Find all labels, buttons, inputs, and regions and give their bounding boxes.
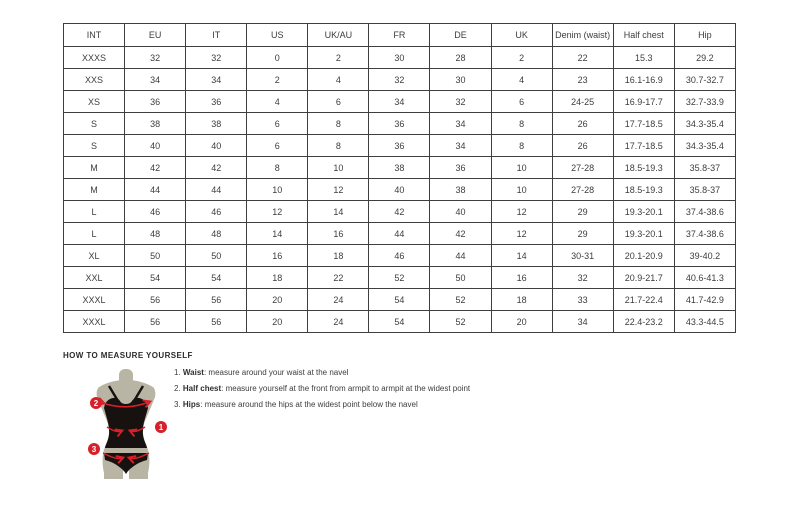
size-cell: 20 <box>247 289 308 311</box>
size-cell: 20.1-20.9 <box>613 245 674 267</box>
size-cell: XXXS <box>64 47 125 69</box>
size-cell: 20 <box>491 311 552 333</box>
size-cell: 35.8-37 <box>674 179 735 201</box>
size-cell: 52 <box>430 289 491 311</box>
size-cell: 35.8-37 <box>674 157 735 179</box>
size-row <box>64 311 736 333</box>
size-cell: XXXL <box>64 311 125 333</box>
size-cell: 19.3-20.1 <box>613 201 674 223</box>
size-cell: 39-40.2 <box>674 245 735 267</box>
size-cell: 44 <box>430 245 491 267</box>
size-cell: 17.7-18.5 <box>613 135 674 157</box>
size-cell: 50 <box>186 245 247 267</box>
column-header: FR <box>369 24 430 47</box>
size-cell: 56 <box>125 311 186 333</box>
size-cell: 32 <box>369 69 430 91</box>
size-cell: 18 <box>491 289 552 311</box>
column-header: EU <box>125 24 186 47</box>
size-cell: 52 <box>430 311 491 333</box>
size-cell: 10 <box>308 157 369 179</box>
size-cell: 54 <box>186 267 247 289</box>
column-header: DE <box>430 24 491 47</box>
badge-number: 3 <box>91 445 97 454</box>
measure-section-title: HOW TO MEASURE YOURSELF <box>63 351 193 360</box>
column-header: INT <box>64 24 125 47</box>
size-cell: 18 <box>308 245 369 267</box>
size-cell: 28 <box>430 47 491 69</box>
size-cell: 6 <box>308 91 369 113</box>
size-table-body <box>64 47 736 333</box>
size-row <box>64 157 736 179</box>
measure-step: 3. Hips: measure around the hips at the widest point below the navel <box>174 400 418 409</box>
badge-half-chest <box>90 397 102 409</box>
size-row <box>64 245 736 267</box>
size-cell: 22.4-23.2 <box>613 311 674 333</box>
size-cell: 6 <box>247 113 308 135</box>
size-cell: 18 <box>247 267 308 289</box>
size-cell: S <box>64 135 125 157</box>
size-cell: 26 <box>552 135 613 157</box>
size-cell: 12 <box>491 223 552 245</box>
size-cell: M <box>64 157 125 179</box>
size-cell: 16.1-16.9 <box>613 69 674 91</box>
size-cell: 34 <box>552 311 613 333</box>
badge-waist <box>155 421 167 433</box>
size-cell: XXXL <box>64 289 125 311</box>
size-row <box>64 135 736 157</box>
size-cell: 30-31 <box>552 245 613 267</box>
size-cell: 18.5-19.3 <box>613 157 674 179</box>
size-cell: 38 <box>125 113 186 135</box>
size-row <box>64 113 736 135</box>
size-cell: 12 <box>247 201 308 223</box>
size-cell: 40 <box>186 135 247 157</box>
size-cell: 10 <box>491 157 552 179</box>
size-cell: 34 <box>369 91 430 113</box>
size-cell: 40 <box>125 135 186 157</box>
size-table-header-row <box>64 24 736 47</box>
column-header: Denim (waist) <box>552 24 613 47</box>
size-cell: 17.7-18.5 <box>613 113 674 135</box>
size-cell: 10 <box>247 179 308 201</box>
size-cell: 34.3-35.4 <box>674 135 735 157</box>
size-cell: 42 <box>430 223 491 245</box>
size-row <box>64 69 736 91</box>
size-cell: 44 <box>369 223 430 245</box>
size-cell: 50 <box>430 267 491 289</box>
size-row <box>64 289 736 311</box>
size-cell: 14 <box>308 201 369 223</box>
column-header: Hip <box>674 24 735 47</box>
size-cell: 33 <box>552 289 613 311</box>
size-cell: 14 <box>491 245 552 267</box>
size-cell: 52 <box>369 267 430 289</box>
column-header: Half chest <box>613 24 674 47</box>
size-cell: S <box>64 113 125 135</box>
size-cell: 54 <box>369 311 430 333</box>
size-cell: 24 <box>308 289 369 311</box>
measure-step: 2. Half chest: measure yourself at the front from armpit to armpit at the widest point <box>174 384 471 393</box>
size-cell: 56 <box>186 289 247 311</box>
size-row <box>64 91 736 113</box>
size-cell: 18.5-19.3 <box>613 179 674 201</box>
size-row <box>64 201 736 223</box>
column-header: US <box>247 24 308 47</box>
size-cell: M <box>64 179 125 201</box>
size-cell: 32 <box>430 91 491 113</box>
size-cell: 41.7-42.9 <box>674 289 735 311</box>
size-cell: XXL <box>64 267 125 289</box>
size-cell: 8 <box>308 113 369 135</box>
size-cell: 56 <box>125 289 186 311</box>
size-cell: 34 <box>430 113 491 135</box>
size-cell: 19.3-20.1 <box>613 223 674 245</box>
column-header: UK/AU <box>308 24 369 47</box>
size-cell: 8 <box>247 157 308 179</box>
size-cell: 44 <box>125 179 186 201</box>
size-cell: 0 <box>247 47 308 69</box>
size-cell: 54 <box>369 289 430 311</box>
size-cell: 21.7-22.4 <box>613 289 674 311</box>
size-cell: 29 <box>552 201 613 223</box>
size-cell: 22 <box>552 47 613 69</box>
size-table <box>63 23 736 333</box>
size-cell: 20.9-21.7 <box>613 267 674 289</box>
measure-step: 1. Waist: measure around your waist at the navel <box>174 368 349 377</box>
size-row <box>64 47 736 69</box>
size-cell: 42 <box>125 157 186 179</box>
size-cell: 6 <box>491 91 552 113</box>
size-cell: 46 <box>125 201 186 223</box>
column-header: IT <box>186 24 247 47</box>
size-cell: XXS <box>64 69 125 91</box>
badge-hips <box>88 443 100 455</box>
size-cell: 40 <box>369 179 430 201</box>
size-cell: 37.4-38.6 <box>674 223 735 245</box>
size-cell: 16 <box>247 245 308 267</box>
size-cell: 23 <box>552 69 613 91</box>
size-cell: 36 <box>186 91 247 113</box>
size-cell: 26 <box>552 113 613 135</box>
size-cell: 36 <box>369 113 430 135</box>
size-cell: 30 <box>369 47 430 69</box>
size-cell: 16 <box>308 223 369 245</box>
size-cell: 44 <box>186 179 247 201</box>
size-cell: 38 <box>369 157 430 179</box>
size-cell: 48 <box>125 223 186 245</box>
size-cell: 54 <box>125 267 186 289</box>
size-cell: 8 <box>491 135 552 157</box>
size-cell: 8 <box>491 113 552 135</box>
size-cell: 43.3-44.5 <box>674 311 735 333</box>
size-cell: 27-28 <box>552 157 613 179</box>
size-cell: 24 <box>308 311 369 333</box>
size-cell: 29.2 <box>674 47 735 69</box>
size-cell: 30.7-32.7 <box>674 69 735 91</box>
size-cell: 48 <box>186 223 247 245</box>
size-cell: XS <box>64 91 125 113</box>
size-cell: 32 <box>186 47 247 69</box>
size-cell: 34 <box>125 69 186 91</box>
column-header: UK <box>491 24 552 47</box>
size-cell: 16 <box>491 267 552 289</box>
size-cell: 29 <box>552 223 613 245</box>
size-cell: 32 <box>125 47 186 69</box>
measurement-figure-illustration <box>76 369 176 481</box>
size-cell: 22 <box>308 267 369 289</box>
size-row <box>64 179 736 201</box>
size-cell: 2 <box>491 47 552 69</box>
size-cell: XL <box>64 245 125 267</box>
size-cell: 34.3-35.4 <box>674 113 735 135</box>
size-cell: 36 <box>125 91 186 113</box>
size-cell: 56 <box>186 311 247 333</box>
badge-number: 1 <box>158 423 164 432</box>
size-cell: 42 <box>369 201 430 223</box>
size-cell: 36 <box>369 135 430 157</box>
size-cell: 37.4-38.6 <box>674 201 735 223</box>
size-cell: 42 <box>186 157 247 179</box>
size-cell: 14 <box>247 223 308 245</box>
size-cell: 27-28 <box>552 179 613 201</box>
size-cell: 46 <box>369 245 430 267</box>
size-cell: L <box>64 223 125 245</box>
size-cell: 4 <box>491 69 552 91</box>
size-cell: 20 <box>247 311 308 333</box>
size-cell: 38 <box>430 179 491 201</box>
size-cell: 30 <box>430 69 491 91</box>
size-cell: 34 <box>186 69 247 91</box>
size-row <box>64 267 736 289</box>
size-cell: 24-25 <box>552 91 613 113</box>
size-cell: 2 <box>308 47 369 69</box>
size-cell: 32.7-33.9 <box>674 91 735 113</box>
size-cell: L <box>64 201 125 223</box>
size-cell: 38 <box>186 113 247 135</box>
size-cell: 34 <box>430 135 491 157</box>
size-cell: 4 <box>247 91 308 113</box>
size-cell: 46 <box>186 201 247 223</box>
size-cell: 15.3 <box>613 47 674 69</box>
badge-number: 2 <box>93 399 99 408</box>
size-cell: 4 <box>308 69 369 91</box>
size-cell: 36 <box>430 157 491 179</box>
size-cell: 50 <box>125 245 186 267</box>
size-table-header <box>64 24 736 47</box>
size-cell: 16.9-17.7 <box>613 91 674 113</box>
size-cell: 10 <box>491 179 552 201</box>
size-cell: 40.6-41.3 <box>674 267 735 289</box>
size-cell: 32 <box>552 267 613 289</box>
size-cell: 8 <box>308 135 369 157</box>
size-cell: 40 <box>430 201 491 223</box>
size-cell: 12 <box>491 201 552 223</box>
size-cell: 2 <box>247 69 308 91</box>
size-row <box>64 223 736 245</box>
size-cell: 6 <box>247 135 308 157</box>
size-cell: 12 <box>308 179 369 201</box>
measure-steps <box>174 368 470 416</box>
